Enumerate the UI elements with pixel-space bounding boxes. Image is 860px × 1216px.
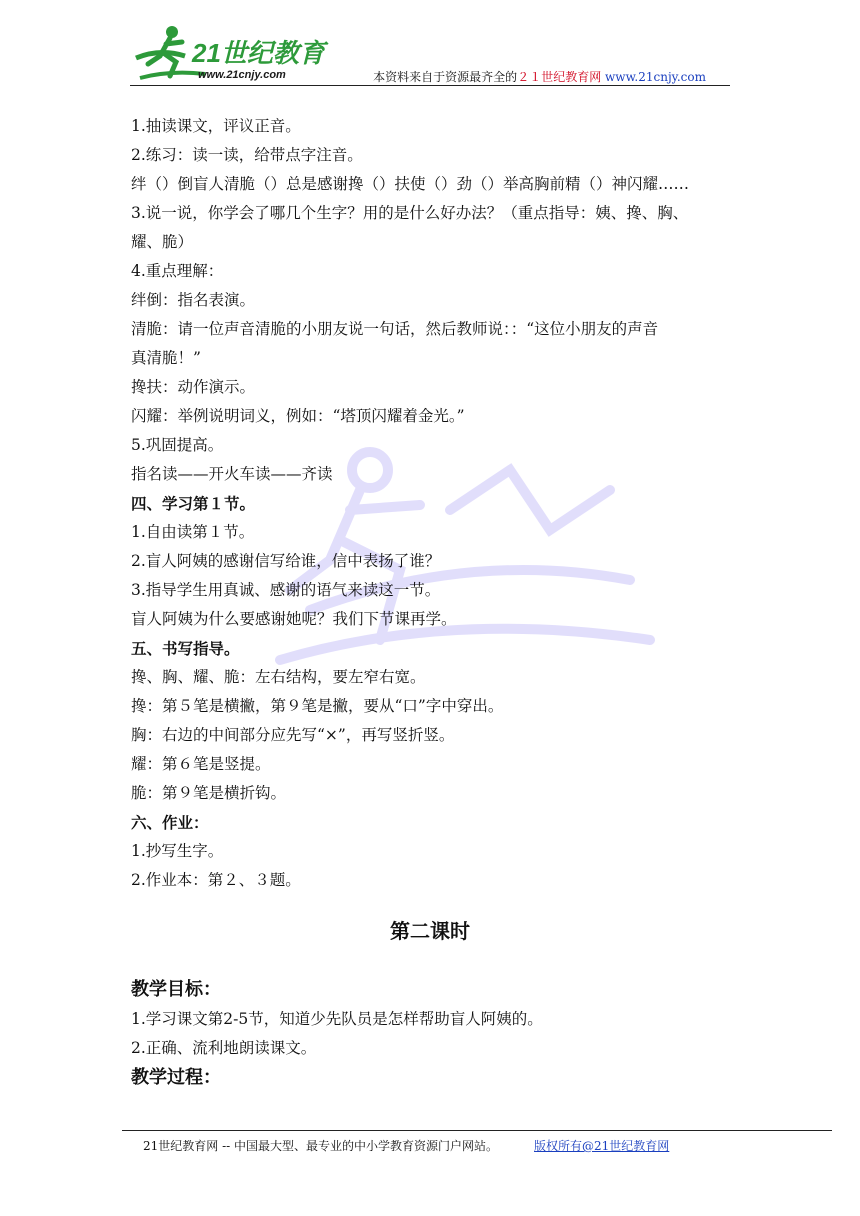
text-line: 盲人阿姨为什么要感谢她呢？我们下节课再学。 <box>131 610 457 628</box>
svg-text:www.21cnjy.com: www.21cnjy.com <box>198 69 286 81</box>
text-line: 绊倒：指名表演。 <box>131 291 256 309</box>
text-line: 2.盲人阿姨的感谢信写给谁，信中表扬了谁？ <box>131 552 441 570</box>
text-line: 2.练习：读一读，给带点字注音。 <box>131 146 363 164</box>
header-brand: ２１世纪教育网 <box>517 70 602 84</box>
text-line: 1.学习课文第2-5节，知道少先队员是怎样帮助盲人阿姨的。 <box>131 1010 543 1028</box>
second-lesson-body <box>131 975 731 1093</box>
document-body <box>131 112 731 895</box>
text-line: 绊（）倒盲人清脆（）总是感谢搀（）扶使（）劲（）举高胸前精（）神闪耀…… <box>131 175 690 193</box>
footer-text: 21世纪教育网 -- 中国最大型、最专业的中小学教育资源门户网站。 <box>143 1139 499 1153</box>
text-line: 4.重点理解： <box>131 262 224 280</box>
page-header <box>130 18 730 86</box>
svg-text:21世纪教育: 21世纪教育 <box>192 38 325 68</box>
text-line: 1.自由读第１节。 <box>131 523 255 541</box>
page-footer <box>143 1137 669 1154</box>
text-line: 脆：第９笔是横折钩。 <box>131 784 287 802</box>
text-line: 闪耀：举例说明词义，例如：“塔顶闪耀着金光。” <box>131 407 465 425</box>
text-line: 5.巩固提高。 <box>131 436 224 454</box>
text-line: 2.作业本：第２、３题。 <box>131 871 301 889</box>
text-line: 耀、脆） <box>131 233 194 251</box>
section-heading: 四、学习第１节。 <box>131 494 256 513</box>
text-line: 1.抄写生字。 <box>131 842 224 860</box>
lesson-title: 第二课时 <box>390 919 470 943</box>
header-source-note: 本资料来自于资源最齐全的２１世纪教育网 www.21cnjy.com <box>373 70 706 84</box>
text-line: 3.指导学生用真诚、感谢的语气来读这一节。 <box>131 581 441 599</box>
section-heading: 六、作业： <box>131 813 209 832</box>
copyright-link[interactable]: 版权所有@21世纪教育网 <box>534 1139 670 1153</box>
text-line: 搀、胸、耀、脆：左右结构，要左窄右宽。 <box>131 668 426 686</box>
text-line: 胸：右边的中间部分应先写“×”，再写竖折竖。 <box>131 726 455 744</box>
site-logo <box>130 18 340 84</box>
text-line: 真清脆！” <box>131 349 201 367</box>
footer-divider <box>122 1130 832 1131</box>
header-divider <box>130 85 730 86</box>
text-line: 2.正确、流利地朗读课文。 <box>131 1039 317 1057</box>
text-line: 指名读——开火车读——齐读 <box>131 465 333 483</box>
text-line: 搀：第５笔是横撇，第９笔是撇，要从“口”字中穿出。 <box>131 697 504 715</box>
text-line: 搀扶：动作演示。 <box>131 378 256 396</box>
goal-heading: 教学目标： <box>131 979 221 1000</box>
header-url: www.21cnjy.com <box>605 70 706 84</box>
text-line: 3.说一说，你学会了哪几个生字？用的是什么好办法？（重点指导：姨、搀、胸、 <box>131 204 689 222</box>
text-line: 1.抽读课文，评议正音。 <box>131 117 301 135</box>
text-line: 耀：第６笔是竖提。 <box>131 755 271 773</box>
text-line: 清脆：请一位声音清脆的小朋友说一句话，然后教师说：：“这位小朋友的声音 <box>131 320 659 338</box>
section-heading: 五、书写指导。 <box>131 639 240 658</box>
process-heading: 教学过程： <box>131 1067 221 1088</box>
